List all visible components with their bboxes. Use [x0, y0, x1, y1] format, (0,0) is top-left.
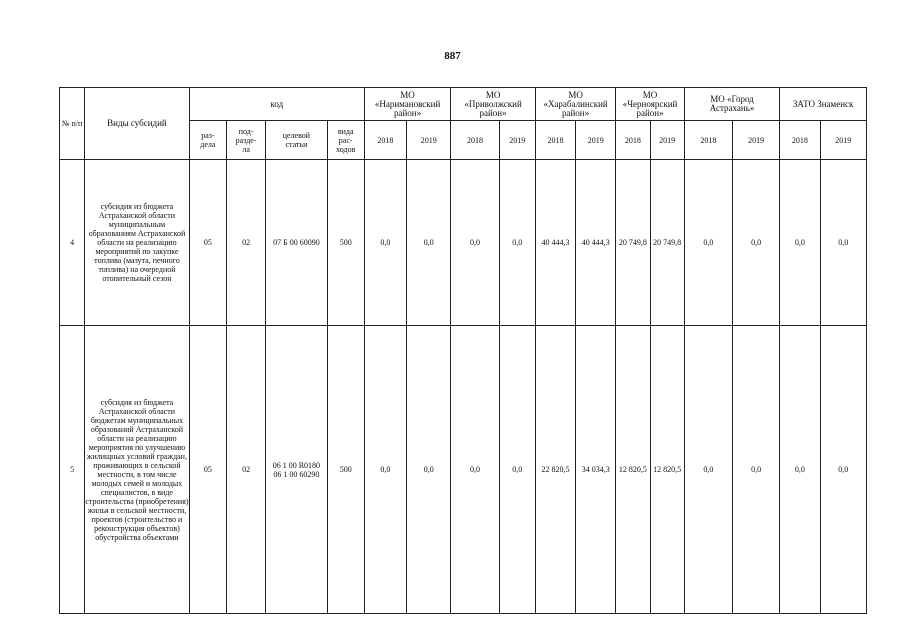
header-group-znamensk: ЗАТО Знаменск [780, 88, 867, 121]
value-cell: 12 820,5 [616, 326, 650, 614]
value-cell: 0,0 [499, 326, 535, 614]
page-number: 887 [444, 50, 461, 62]
table-row [60, 326, 867, 614]
value-cell: 40 444,3 [535, 160, 575, 326]
header-year-2018: 2018 [684, 121, 732, 160]
code-podrazdel: 02 [226, 160, 265, 326]
row-number: 4 [60, 160, 85, 326]
header-year-2019: 2019 [733, 121, 780, 160]
value-cell: 0,0 [684, 326, 732, 614]
header-target: целевой статьи [266, 121, 327, 160]
value-cell: 0,0 [733, 326, 780, 614]
header-expense: вида рас- ходов [327, 121, 364, 160]
value-cell: 0,0 [780, 160, 820, 326]
code-razdel: 05 [189, 326, 226, 614]
header-kind: Виды субсидий [85, 88, 190, 160]
code-expense: 500 [327, 326, 364, 614]
header-year-2019: 2019 [499, 121, 535, 160]
code-podrazdel: 02 [226, 326, 265, 614]
header-year-2019: 2019 [576, 121, 616, 160]
value-cell: 20 749,8 [650, 160, 684, 326]
value-cell: 0,0 [820, 326, 866, 614]
value-cell: 0,0 [684, 160, 732, 326]
value-cell: 34 034,3 [576, 326, 616, 614]
header-year-2019: 2019 [650, 121, 684, 160]
value-cell: 0,0 [780, 326, 820, 614]
value-cell: 0,0 [364, 326, 406, 614]
header-group-narimanov: МО «Наримановский район» [364, 88, 451, 121]
header-code: код [189, 88, 364, 121]
header-year-2018: 2018 [616, 121, 650, 160]
code-target: 07 Б 00 60090 [266, 160, 327, 326]
header-podrazdel: под- разде- ла [226, 121, 265, 160]
subsidy-table [59, 87, 867, 614]
row-number: 5 [60, 326, 85, 614]
header-year-2019: 2019 [820, 121, 866, 160]
header-group-chernoyar: МО «Черноярский район» [616, 88, 684, 121]
value-cell: 0,0 [499, 160, 535, 326]
code-expense: 500 [327, 160, 364, 326]
header-year-2019: 2019 [407, 121, 451, 160]
value-cell: 0,0 [451, 160, 499, 326]
value-cell: 0,0 [733, 160, 780, 326]
value-cell: 12 820,5 [650, 326, 684, 614]
value-cell: 20 749,8 [616, 160, 650, 326]
header-no: № п/п [60, 88, 85, 160]
header-group-privolzhsky: МО «Приволжский район» [451, 88, 536, 121]
value-cell: 0,0 [451, 326, 499, 614]
code-razdel: 05 [189, 160, 226, 326]
header-group-astrakhan: МО «Город Астрахань» [684, 88, 780, 121]
subsidy-kind: субсидия из бюджета Астраханской области бюджетам муниципальных образований Астраханской области на реализацию мероприятия по улучшению жилищных условий граждан, проживающих в сельской местности, в том числе молодых семей и молодых специалистов, в виде строительства (приобретения) жилья в сельской местности, проектов (строительство и реконструкция объектов) обустройства объектами [85, 326, 190, 614]
value-cell: 40 444,3 [576, 160, 616, 326]
subsidy-kind: субсидия из бюджета Астраханской области муниципальным образованиям Астраханской области на реализацию мероприятий по закупке топлива (мазута, печного топлива) на очередной отопительный сезон [85, 160, 190, 326]
value-cell: 0,0 [820, 160, 866, 326]
header-razdel: раз- дела [189, 121, 226, 160]
value-cell: 0,0 [407, 326, 451, 614]
header-year-2018: 2018 [780, 121, 820, 160]
header-year-2018: 2018 [364, 121, 406, 160]
value-cell: 0,0 [364, 160, 406, 326]
header-year-2018: 2018 [451, 121, 499, 160]
value-cell: 0,0 [407, 160, 451, 326]
value-cell: 22 820,5 [535, 326, 575, 614]
header-group-kharabali: МО «Харабалинский район» [535, 88, 615, 121]
header-year-2018: 2018 [535, 121, 575, 160]
code-target: 06 1 00 R0180 06 1 00 60290 [266, 326, 327, 614]
table-row [60, 160, 867, 326]
